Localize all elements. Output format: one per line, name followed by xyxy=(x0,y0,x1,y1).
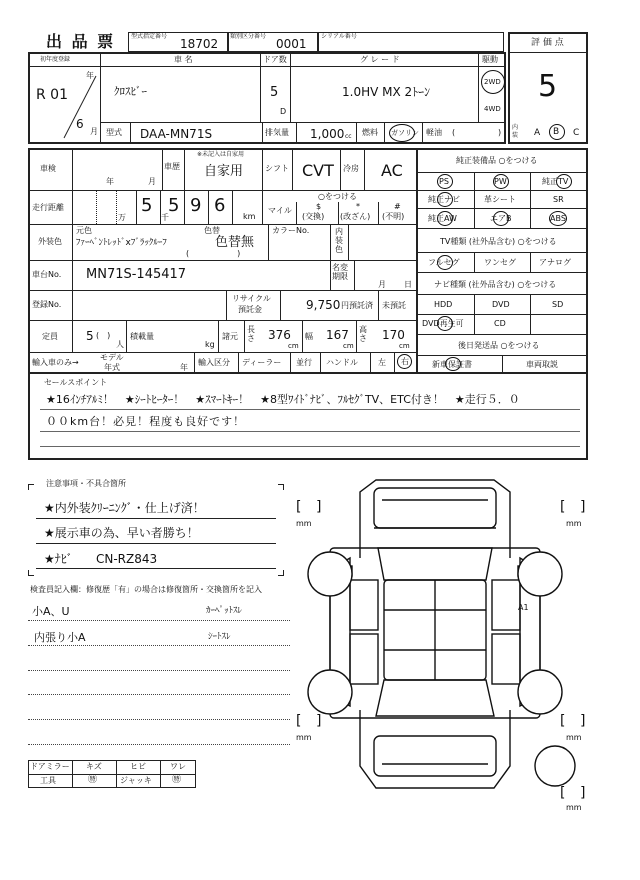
displacement-label: 排気量 xyxy=(265,128,289,137)
interior-a: A xyxy=(534,128,541,138)
equip-leather: 革シート xyxy=(484,195,516,204)
equip-pw: PW xyxy=(494,177,507,186)
original-color-label: 元色 xyxy=(76,226,92,235)
score-label: 評 価 点 xyxy=(531,38,564,48)
length-value: 376 xyxy=(268,328,291,342)
shift-label: シフト xyxy=(265,164,289,173)
dims-label: 諸元 xyxy=(222,332,238,341)
ac-value: AC xyxy=(381,161,403,180)
recycle-not: 未預託 xyxy=(382,301,406,310)
notes-label: 注意事項・不具合箇所 xyxy=(46,479,126,488)
load-kg: kg xyxy=(205,340,215,349)
notes-line-3b: CN-RZ843 xyxy=(96,552,158,566)
handle-left: 左 xyxy=(378,358,386,367)
mm-bracket-fl-left: [ xyxy=(296,499,302,515)
equip-ps: PS xyxy=(439,177,449,186)
car-name-label: 車 名 xyxy=(174,55,193,64)
inspector-r2-right: ｼｰﾄｽﾚ xyxy=(208,632,231,642)
equip-genuine-aw: 純正AW xyxy=(428,214,457,223)
shift-value: CVT xyxy=(302,161,334,180)
capacity-paren: ( ) xyxy=(96,331,111,340)
interior-color-label: 内装色 xyxy=(335,227,343,254)
doors-label: ドア数 xyxy=(263,55,287,64)
sales-label: セールスポイント xyxy=(44,378,108,387)
sales-line-1: ★16ｲﾝﾁｱﾙﾐ！ ★ｼｰﾄﾋｰﾀｰ！ ★ｽﾏｰﾄｷｰ！ ★8型ﾜｲﾄﾞﾅﾋﾞ、ﾌﾙｾｸﾞTV、ETC付き！ ★走行５．０ xyxy=(46,393,520,406)
legend-h3: ヒビ xyxy=(130,762,146,771)
recycle-label-1: リサイクル xyxy=(232,294,271,303)
exterior-color: ﾌｧｰﾍﾞﾝﾄﾚｯﾄﾞxﾌﾞﾗｯｸﾙｰﾌ xyxy=(76,238,167,248)
import-parallel: 並行 xyxy=(296,358,312,367)
mileage-circle-note: ○をつける xyxy=(318,192,357,201)
chassis-label: 車台No. xyxy=(32,270,62,279)
capacity-person: 人 xyxy=(116,340,124,349)
inspection-year: 年 xyxy=(106,177,114,186)
mm-rl: mm xyxy=(296,733,312,742)
mm-bracket-fl-right: ] xyxy=(316,499,322,515)
legend-h4: ワレ xyxy=(170,762,186,771)
mm-spare: mm xyxy=(566,803,582,812)
color-change-value: 色替無 xyxy=(215,235,255,250)
registration-label: 登録No. xyxy=(32,300,62,309)
interior-c: C xyxy=(573,128,580,138)
reg-month-mark: 月 xyxy=(90,127,98,136)
inspection-month: 月 xyxy=(148,177,156,186)
name-change-day: 日 xyxy=(404,280,412,289)
type-number: 18702 xyxy=(180,37,219,51)
equip-sr: SR xyxy=(553,195,564,204)
chassis-value: MN71S-145417 xyxy=(86,267,187,282)
inspector-r2-left: 内張り小A xyxy=(34,631,86,644)
mm-fl: mm xyxy=(296,519,312,528)
navi-sd: SD xyxy=(552,300,564,309)
notes-line-3a: ★ﾅﾋﾞ xyxy=(44,552,73,566)
inspector-r1-right: ｶｰﾍﾟｯﾄｽﾚ xyxy=(206,606,243,616)
equip-airbag: エアB xyxy=(490,214,512,223)
mm-bracket-fr-right: ] xyxy=(580,499,586,515)
navi-dvd-play: DVD再生可 xyxy=(422,319,464,328)
inspector-r1-left: 小A、U xyxy=(32,605,70,618)
interior-b: B xyxy=(553,127,560,137)
car-diagram xyxy=(290,470,610,810)
grade-value: 1.0HV MX 2ﾄｰﾝ xyxy=(342,85,431,99)
mileage-digit-2: 5 xyxy=(168,195,180,216)
displacement: 1,000 xyxy=(310,127,345,141)
equip-genuine-tv: 純正TV xyxy=(542,177,569,186)
cc-unit: cc xyxy=(345,133,352,140)
mm-bracket-rr-left: [ xyxy=(560,713,566,729)
legend-h1: ドアミラー xyxy=(30,762,70,771)
height-label: 高さ xyxy=(359,325,367,343)
interior-label-1: 内 xyxy=(512,124,519,131)
width-value: 167 xyxy=(326,328,349,342)
drive-2wd: 2WD xyxy=(484,78,501,86)
inspection-label: 車検 xyxy=(40,164,56,173)
navi-hdd: HDD xyxy=(434,300,453,309)
mm-bracket-rl-right: ] xyxy=(316,713,322,729)
import-year: 年 xyxy=(180,363,188,372)
mileage-sen: 千 xyxy=(161,213,169,222)
damage-a1: A1 xyxy=(518,603,529,612)
fuel-gas: ガソリン xyxy=(391,129,419,137)
genuine-title: 純正装備品 ○をつける xyxy=(456,156,538,165)
color-change-paren: ( ) xyxy=(186,249,241,258)
later-title: 後日発送品 ○をつける xyxy=(458,341,540,350)
handle-right: 右 xyxy=(401,357,409,366)
mileage-hash: # xyxy=(394,202,401,211)
score-value: 5 xyxy=(538,69,558,104)
mm-rr: mm xyxy=(566,733,582,742)
door-suffix: D xyxy=(280,107,287,116)
navi-title: ナビ種類 (社外品含む) ○をつける xyxy=(434,280,557,289)
name-change-label: 名変期限 xyxy=(332,263,348,281)
navi-dvd: DVD xyxy=(492,300,510,309)
category-number: 0001 xyxy=(276,37,307,51)
model-label: 型式 xyxy=(106,128,122,137)
km-unit: km xyxy=(243,212,256,221)
tv-oneseg: ワンセグ xyxy=(484,258,516,267)
later-manual: 車両取説 xyxy=(526,360,558,369)
recycle-unit: 円預託済 xyxy=(341,301,373,310)
mm-bracket-sp-right: ] xyxy=(580,785,586,801)
width-label: 幅 xyxy=(305,332,313,341)
drive-4wd: 4WD xyxy=(484,105,501,113)
ac-label: 冷房 xyxy=(343,164,359,173)
mm-bracket-rr-right: ] xyxy=(580,713,586,729)
tv-fullseg: フルセグ xyxy=(428,258,460,267)
car-name: ｸﾛｽﾋﾞｰ xyxy=(114,85,147,98)
inspector-label: 検査員記入欄：修復歴「有」の場合は修復箇所・交換箇所を記入 xyxy=(30,585,262,594)
equip-abs: ABS xyxy=(550,214,566,223)
import-dealer: ディーラー xyxy=(242,358,282,367)
load-label: 積載量 xyxy=(130,332,154,341)
height-cm: cm xyxy=(399,342,410,350)
model-value: DAA-MN71S xyxy=(140,127,213,141)
legend-h2: キズ xyxy=(86,762,102,771)
later-new-warranty: 新車保証書 xyxy=(432,360,472,369)
color-no-label: カラーNo. xyxy=(272,226,310,235)
tv-title: TV種類 (社外品含む) ○をつける xyxy=(440,237,557,246)
history-note: ※未記入は自家用 xyxy=(197,151,245,158)
mileage-digit-4: 6 xyxy=(214,195,226,216)
grade-label: グ レ ー ド xyxy=(360,55,400,64)
exterior-label: 外装色 xyxy=(38,237,62,246)
mileage-tampered: (改ざん) xyxy=(340,212,371,221)
navi-cd: CD xyxy=(494,319,506,328)
fuel-diesel: 軽油 xyxy=(426,128,442,137)
mileage-man: 万 xyxy=(118,213,126,222)
import-type-label: 輸入区分 xyxy=(198,358,230,367)
notes-line-1: ★内外装ｸﾘｰﾆﾝｸﾞ・仕上げ済！ xyxy=(44,501,205,515)
model-year-1: モデル xyxy=(100,353,124,362)
width-cm: cm xyxy=(343,342,354,350)
fuel-label: 燃料 xyxy=(362,128,378,137)
capacity-value: 5 xyxy=(86,329,94,343)
reg-month: 6 xyxy=(76,117,84,131)
reg-era: R 01 xyxy=(36,87,68,103)
tv-analog: アナログ xyxy=(539,258,571,267)
serial-label: シリアル番号 xyxy=(321,33,357,40)
mileage-mile: マイル xyxy=(268,206,292,215)
import-only: 輸入車のみ→ xyxy=(32,358,79,367)
legend-r1: 工具 xyxy=(40,776,56,785)
mileage-digit-1: 5 xyxy=(141,195,153,216)
height-value: 170 xyxy=(382,328,405,342)
legend-r2: ㊕ xyxy=(88,775,98,785)
model-year-2: 年式 xyxy=(104,363,120,372)
mm-bracket-sp-left: [ xyxy=(560,785,566,801)
history-label: 車歴 xyxy=(164,162,180,171)
length-label: 長さ xyxy=(247,325,255,343)
interior-label-2: 装 xyxy=(512,132,519,139)
length-cm: cm xyxy=(288,342,299,350)
history-value: 自家用 xyxy=(204,164,244,179)
mileage-label: 走行距離 xyxy=(32,203,64,212)
reg-year-mark: 年 xyxy=(86,71,94,80)
mm-bracket-fr-left: [ xyxy=(560,499,566,515)
category-label: 類別区分番号 xyxy=(230,33,267,40)
equip-genuine-navi: 純正ナビ xyxy=(428,195,460,204)
mm-bracket-rl-left: [ xyxy=(296,713,302,729)
mm-fr: mm xyxy=(566,519,582,528)
notes-line-2: ★展示車の為、早い者勝ち！ xyxy=(44,526,199,540)
form-title: 出 品 票 xyxy=(46,32,116,51)
handle-label: ハンドル xyxy=(326,358,358,367)
legend-r3: ジャッキ xyxy=(120,776,152,785)
mileage-dollar: $ xyxy=(316,202,322,211)
capacity-label: 定員 xyxy=(42,332,58,341)
color-change-label: 色替 xyxy=(204,226,220,235)
recycle-value: 9,750 xyxy=(306,298,341,312)
legend-r4: ㊕ xyxy=(172,775,182,785)
mileage-star: * xyxy=(356,202,360,211)
first-reg-label: 初年度登録 xyxy=(40,56,71,63)
name-change-month: 月 xyxy=(378,280,386,289)
sales-line-2: ００km台！必見！程度も良好です！ xyxy=(46,415,246,428)
recycle-label-2: 預託金 xyxy=(238,305,262,314)
door-count: 5 xyxy=(270,85,279,100)
mileage-exchange: (交換) xyxy=(302,212,325,221)
drive-label: 駆動 xyxy=(482,55,498,64)
type-number-label: 型式指定番号 xyxy=(131,33,168,40)
mileage-digit-3: 9 xyxy=(190,195,202,216)
mileage-unknown: (不明) xyxy=(382,212,405,221)
